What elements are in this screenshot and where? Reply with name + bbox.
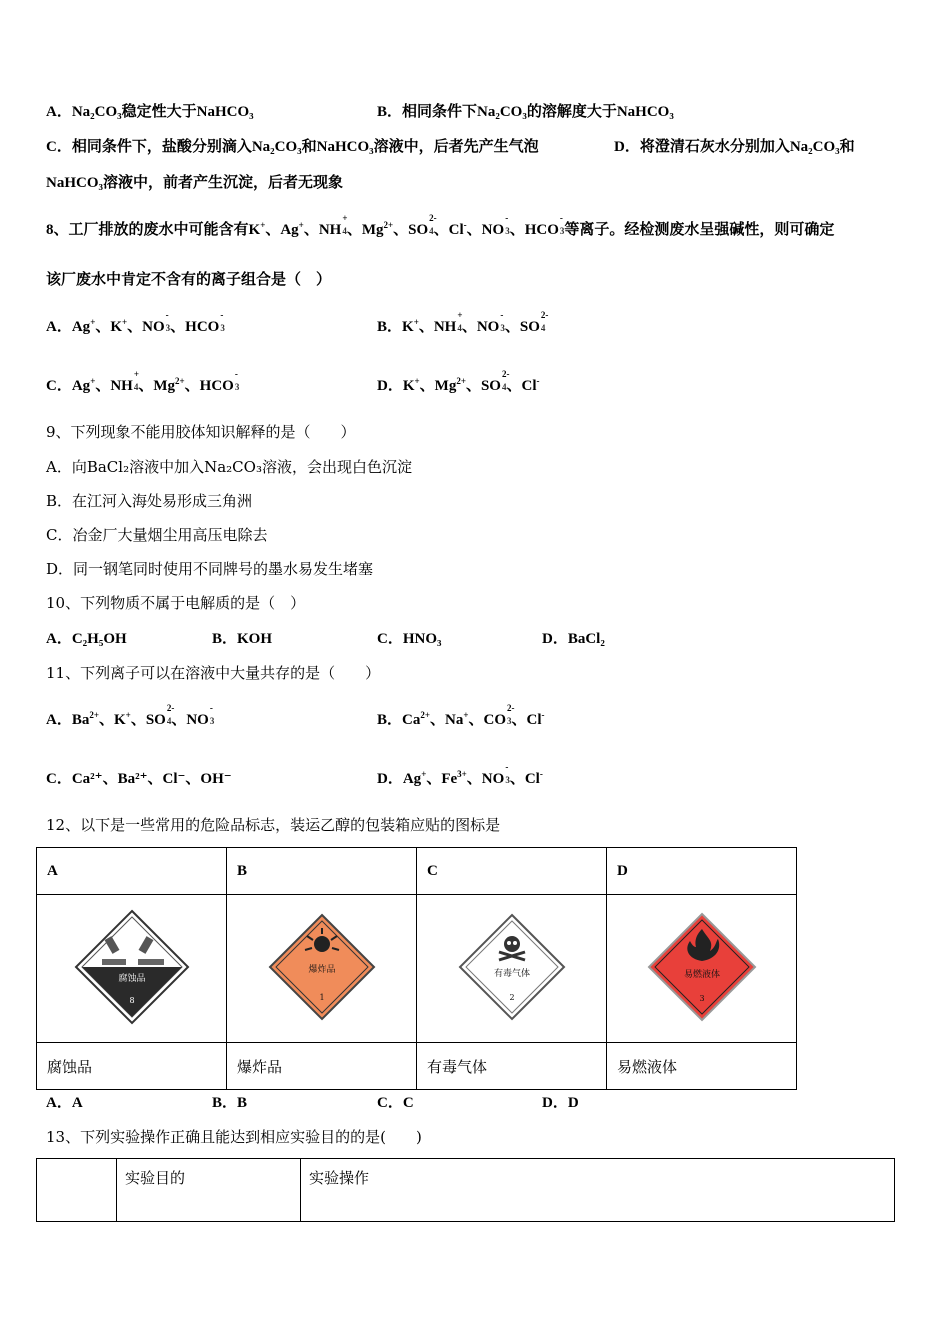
corrosive-sign-cell (37, 895, 227, 1043)
q9-option-c: C．冶金厂大量烟尘用高压电除去 (46, 526, 268, 544)
q12-stem: 12、以下是一些常用的危险品标志，装运乙醇的包装箱应贴的图标是 (46, 816, 501, 834)
explosive-sign-text: 爆炸品 (307, 964, 336, 975)
q12-option-b: B．B (212, 1095, 248, 1111)
q8-option-c-label: C． (46, 378, 72, 394)
flammable-liquid-sign-number: 3 (698, 993, 705, 1003)
q10-option-d: D．BaCl₂ (542, 631, 605, 647)
q10-option-c: C．HNO₃ (377, 631, 442, 647)
q11-option-d-label: D． (377, 771, 403, 787)
q13-table (36, 1158, 895, 1222)
hazard-sign-table (36, 847, 797, 1090)
q11-stem: 11、下列离子可以在溶液中大量共存的是（ ） (46, 664, 381, 682)
label-corrosive: 腐蚀品 (37, 1043, 227, 1090)
explosive-sign-number: 1 (318, 992, 325, 1002)
q8-stem: 8、工厂排放的废水中可能含有K+、Ag+、NH + 4、$Mg^{2+}$、SO 2- 4、Cl-、NO - 3、HCO - 3等离子。经检测废水呈强碱性，则可确定 (46, 213, 835, 238)
q7-option-d-line1: D．将澄清石灰水分别加入Na₂CO₃和 (614, 139, 855, 155)
q8-option-d: D．K+、$Mg^{2+}$、SO 2- 4、Cl- (377, 369, 540, 394)
header-c: C (417, 848, 607, 895)
corrosive-sign-number: 8 (128, 995, 135, 1005)
label-toxic-gas: 有毒气体 (417, 1043, 607, 1090)
q8-option-a-label: A． (46, 319, 72, 335)
toxic-gas-sign-number: 2 (508, 992, 515, 1002)
q9-option-b: B．在江河入海处易形成三角洲 (46, 492, 253, 510)
q10-stem: 10、下列物质不属于电解质的是（ ） (46, 594, 306, 612)
explosive-sign-cell (227, 895, 417, 1043)
toxic-gas-sign-text: 有毒气体 (493, 968, 530, 979)
flammable-liquid-sign-cell (607, 895, 797, 1043)
toxic-gas-sign-icon (457, 912, 567, 1022)
q10-option-a: A．C₂H₅OH (46, 631, 127, 647)
q12-option-a: A．A (46, 1095, 83, 1111)
header-d: D (607, 848, 797, 895)
q8-option-c: C．Ag+、NH + 4、$Mg^{2+}$、HCO - 3 (46, 369, 240, 394)
q11-option-b-label: B． (377, 712, 403, 728)
q10-option-b: B．KOH (212, 631, 273, 647)
q11-option-a-label: A． (46, 712, 72, 728)
q7-option-d-line2: NaHCO₃溶液中，前者产生沉淀，后者无现象 (46, 175, 343, 191)
q12-option-d: D．D (542, 1095, 579, 1111)
flammable-liquid-sign-icon (646, 911, 758, 1023)
q11-option-d: D．Ag+、$Fe^{3+}$、NO - 3、Cl- (377, 762, 543, 787)
q7-option-c: C．相同条件下，盐酸分别滴入Na₂CO₃和NaHCO₃溶液中，后者先产生气泡 (46, 139, 539, 155)
q8-option-d-label: D． (377, 378, 403, 394)
q13-col-experiment-operation: 实验操作 (301, 1159, 895, 1222)
q13-stem: 13、下列实验操作正确且能达到相应实验目的的是( ) (46, 1128, 422, 1146)
q13-col-experiment-purpose: 实验目的 (117, 1159, 301, 1222)
q11-option-c: C．Ca²⁺、Ba²⁺、Cl⁻、OH⁻ (46, 771, 232, 787)
q8-stem-prefix: 8、工厂排放的废水中可能含有 (46, 222, 249, 238)
q8-option-b: B．K+、NH + 4、NO - 3、SO 2- 4 (377, 310, 549, 335)
header-b: B (227, 848, 417, 895)
q7-option-b: B．相同条件下Na₂CO₃的溶解度大于NaHCO₃ (377, 104, 674, 120)
corrosive-sign-text: 腐蚀品 (117, 973, 146, 984)
q11-option-b: B．$Ca^{2+}$、Na+、CO 2- 3、Cl- (377, 703, 545, 728)
header-a: A (37, 848, 227, 895)
q8-stem-line2: 该厂废水中肯定不含有的离子组合是（ ） (46, 272, 332, 288)
flammable-liquid-sign-text: 易燃液体 (683, 969, 720, 980)
q13-col-1 (37, 1159, 117, 1222)
q8-option-a: A．Ag+、K+、NO - 3、HCO - 3 (46, 310, 225, 335)
label-flammable-liquid: 易燃液体 (607, 1043, 797, 1090)
q7-option-a: A．Na₂CO₃稳定性大于NaHCO₃ (46, 104, 254, 120)
q11-option-a: A．$Ba^{2+}$、K+、SO 2- 4、NO - 3 (46, 703, 215, 728)
corrosive-sign-icon (72, 907, 192, 1027)
label-explosive: 爆炸品 (227, 1043, 417, 1090)
q9-stem: 9、下列现象不能用胶体知识解释的是（ ） (46, 423, 356, 441)
q8-option-b-label: B． (377, 319, 403, 335)
explosive-sign-icon (267, 912, 377, 1022)
q8-stem-suffix: 等离子。经检测废水呈强碱性，则可确定 (564, 222, 835, 238)
q9-option-d: D．同一钢笔同时使用不同牌号的墨水易发生堵塞 (46, 560, 374, 578)
q12-option-c: C．C (377, 1095, 414, 1111)
toxic-gas-sign-cell (417, 895, 607, 1043)
q9-option-a: A．向BaCl₂溶液中加入Na₂CO₃溶液，会出现白色沉淀 (46, 458, 412, 476)
